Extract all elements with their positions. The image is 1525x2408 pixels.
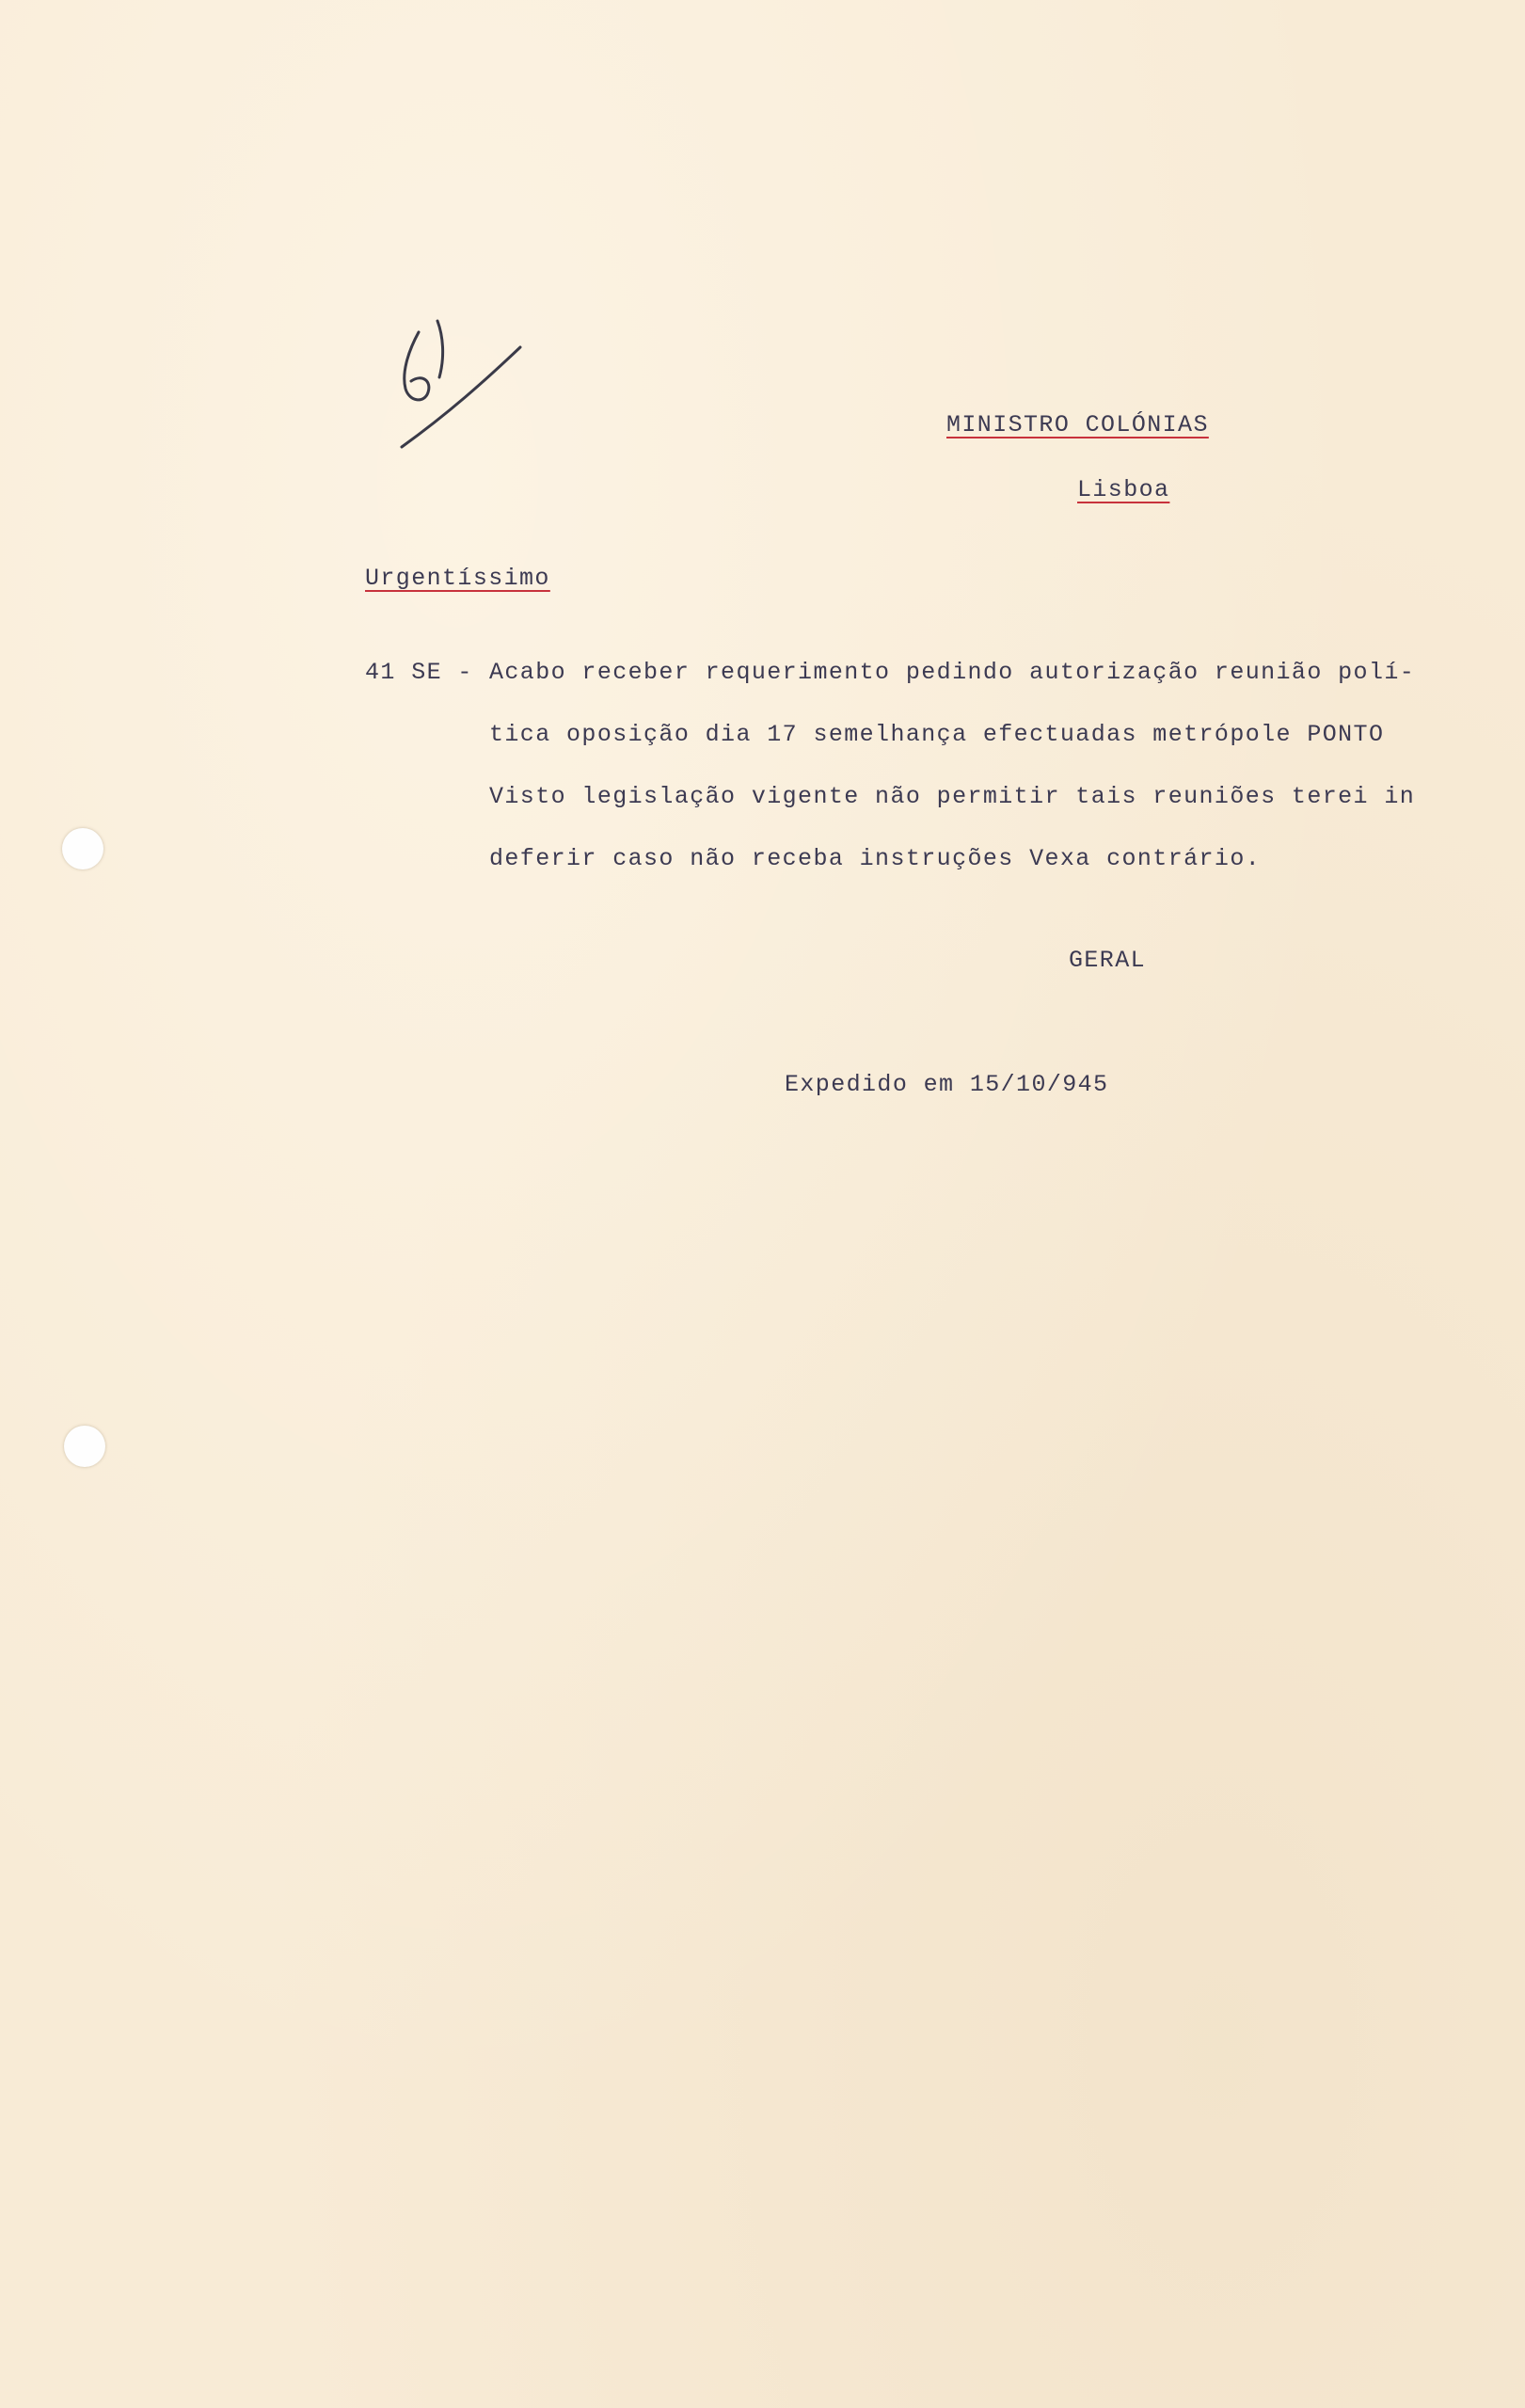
priority-marking: Urgentíssimo xyxy=(365,565,550,592)
punch-hole xyxy=(62,828,103,869)
body-line: Visto legislação vigente não permitir tais reuniões terei in xyxy=(489,783,1416,810)
body-line: Acabo receber requerimento pedindo autorização reunião polí- xyxy=(489,659,1416,686)
addressee: MINISTRO COLÓNIAS xyxy=(946,411,1209,439)
dispatch-note: Expedido em 15/10/945 xyxy=(785,1071,1109,1098)
body-line: tica oposição dia 17 semelhança efectuadas metrópole PONTO xyxy=(489,721,1385,748)
telegram-reference: 41 SE - xyxy=(365,659,473,686)
signature: GERAL xyxy=(1069,947,1147,974)
city: Lisboa xyxy=(1077,476,1170,503)
punch-hole xyxy=(64,1426,105,1467)
handwritten-page-number xyxy=(390,315,532,456)
body-line: deferir caso não receba instruções Vexa contrário. xyxy=(489,845,1262,872)
telegram-body xyxy=(489,659,1439,907)
